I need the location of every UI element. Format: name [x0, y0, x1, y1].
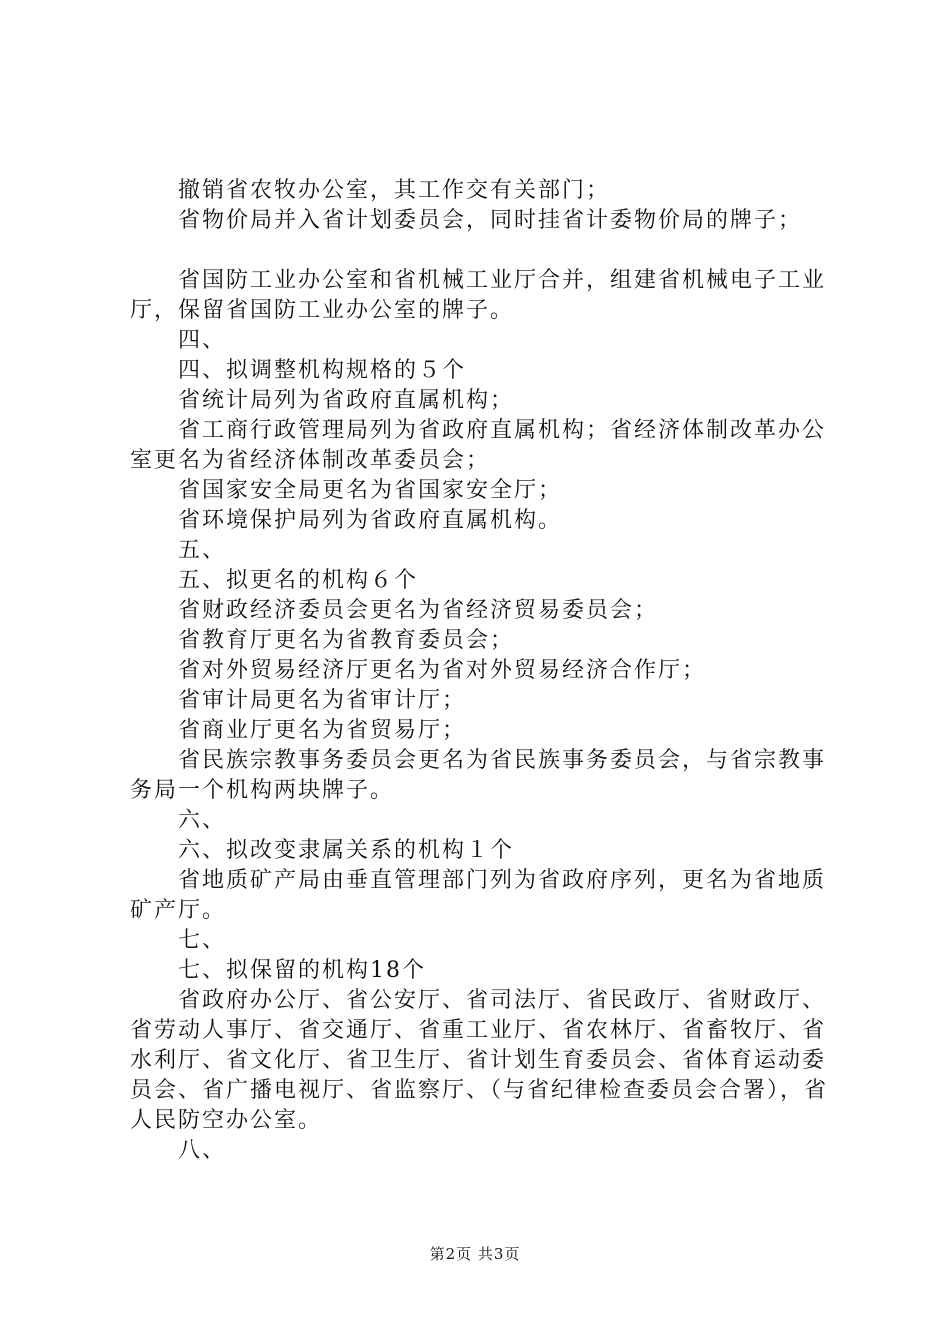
paragraph: 省国防工业办公室和省机械工业厅合并，组建省机械电子工业厅，保留省国防工业办公室的牌子。	[130, 268, 827, 323]
section-number: 五、	[178, 538, 227, 563]
section-heading: 五、拟更名的机构６个	[178, 568, 419, 593]
paragraph: 省统计局列为省政府直属机构；	[178, 388, 515, 413]
section-heading: 七、拟保留的机构18个	[178, 958, 426, 983]
paragraph: 省环境保护局列为省政府直属机构。	[178, 508, 563, 533]
document-body	[130, 176, 830, 1166]
paragraph: 省地质矿产局由垂直管理部门列为省政府序列，更名为省地质矿产厅。	[130, 868, 827, 923]
paragraph: 省国家安全局更名为省国家安全厅；	[178, 478, 563, 503]
paragraph: 省财政经济委员会更名为省经济贸易委员会；	[178, 598, 659, 623]
paragraph: 省民族宗教事务委员会更名为省民族事务委员会，与省宗教事务局一个机构两块牌子。	[130, 748, 827, 803]
paragraph: 省对外贸易经济厅更名为省对外贸易经济合作厅；	[178, 658, 707, 683]
paragraph: 省教育厅更名为省教育委员会；	[178, 628, 515, 653]
paragraph: 省物价局并入省计划委员会，同时挂省计委物价局的牌子；	[178, 208, 803, 233]
section-number: 六、	[178, 808, 227, 833]
section-heading: 四、拟调整机构规格的５个	[178, 358, 467, 383]
paragraph: 省政府办公厅、省公安厅、省司法厅、省民政厅、省财政厅、省劳动人事厅、省交通厅、省重工业厅、省农林厅、省畜牧厅、省水利厅、省文化厅、省卫生厅、省计划生育委员会、省体育运动委员会、省广播电视厅、省监察厅、（与省纪律检查委员会合署），省人民防空办公室。	[130, 988, 829, 1133]
blank-line	[130, 236, 830, 266]
paragraph: 省审计局更名为省审计厅；	[178, 688, 467, 713]
paragraph: 撤销省农牧办公室，其工作交有关部门；	[178, 178, 611, 203]
paragraph: 省工商行政管理局列为省政府直属机构；省经济体制改革办公室更名为省经济体制改革委员会；	[130, 418, 827, 473]
section-number: 七、	[178, 928, 227, 953]
section-number: 四、	[178, 328, 227, 353]
page-footer	[0, 1243, 950, 1264]
paragraph: 省商业厅更名为省贸易厅；	[178, 718, 467, 743]
section-number: 八、	[178, 1138, 227, 1163]
page-number-label: 第2页 共3页	[429, 1245, 521, 1263]
section-heading: 六、拟改变隶属关系的机构１个	[178, 838, 515, 863]
